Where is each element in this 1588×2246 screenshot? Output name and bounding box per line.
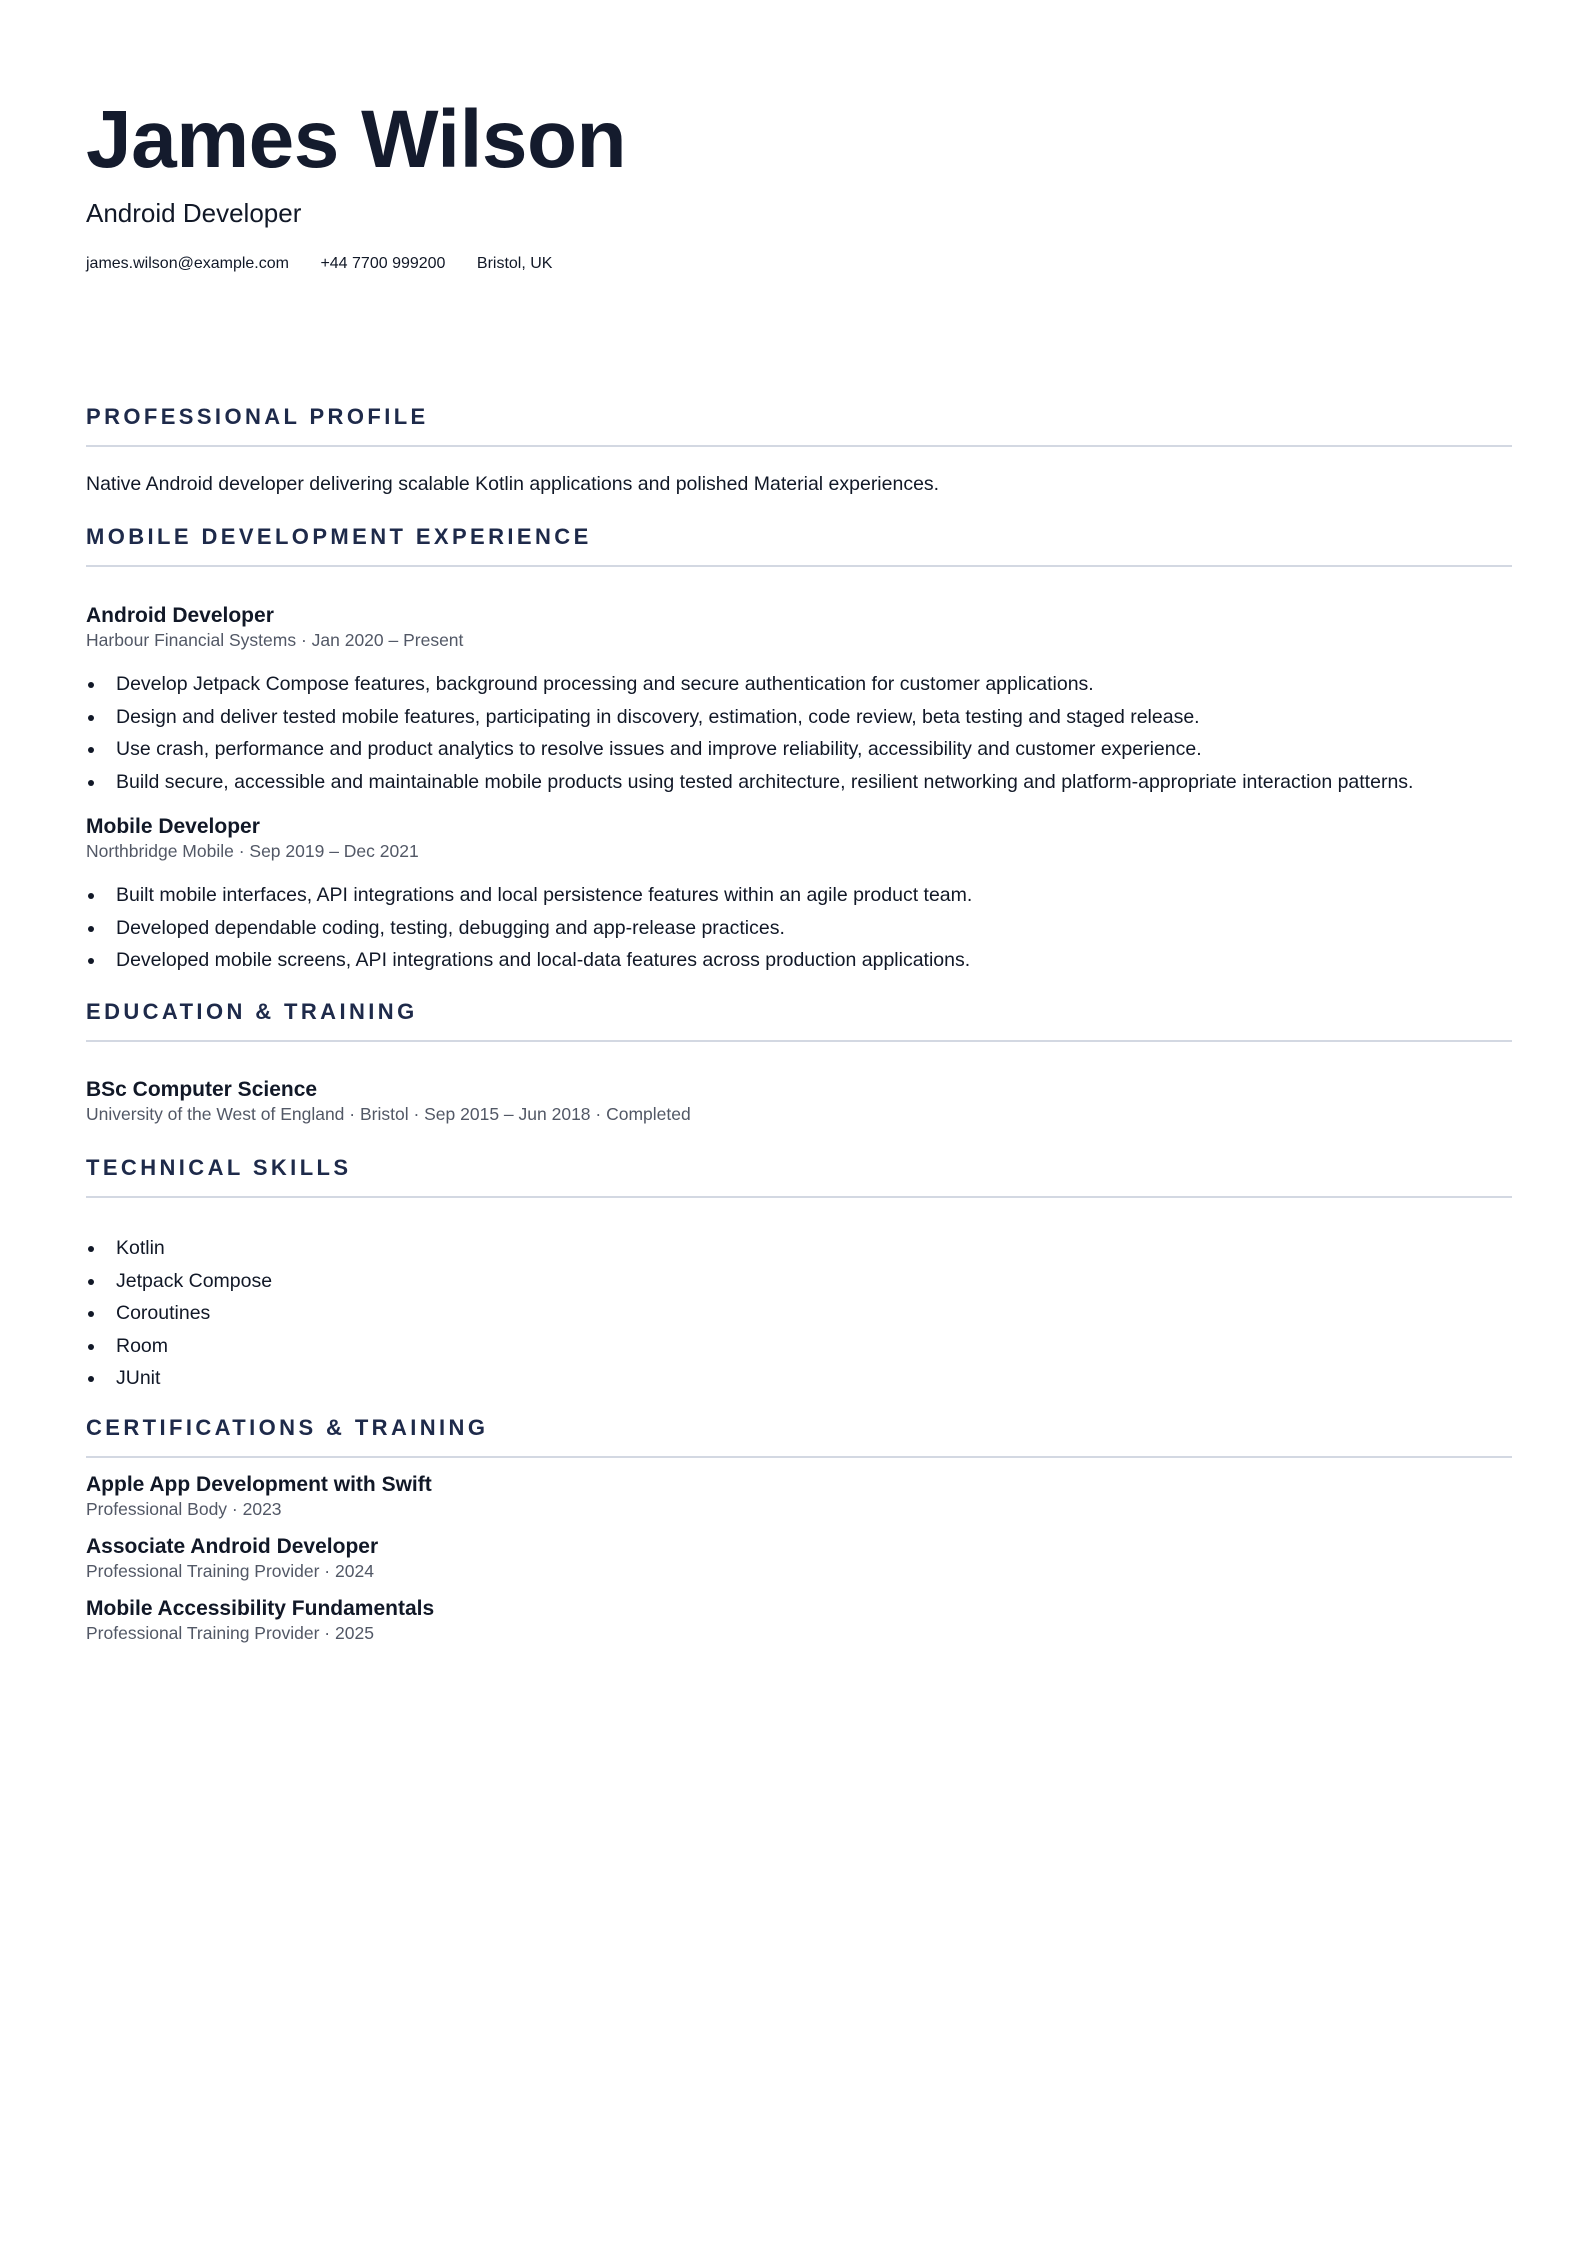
list-item: Built mobile interfaces, API integrations and local persistence features within an agile product team. — [86, 879, 1512, 912]
certification-title: Associate Android Developer — [86, 1535, 379, 1558]
section-divider — [86, 1456, 1512, 1458]
profile-summary: Native Android developer delivering scalable Kotlin applications and polished Material experiences. — [86, 473, 940, 495]
certification-meta: Professional Training Provider · 2025 — [86, 1623, 374, 1643]
section-divider — [86, 445, 1512, 447]
job-meta: Northbridge Mobile · Sep 2019 – Dec 2021 — [86, 841, 419, 861]
list-item: Kotlin — [86, 1232, 1512, 1265]
section-education — [86, 998, 1512, 1042]
certification-title: Mobile Accessibility Fundamentals — [86, 1597, 435, 1620]
section-title-education: EDUCATION & TRAINING — [86, 999, 418, 1024]
section-divider — [86, 1040, 1512, 1042]
certification-entry — [86, 1534, 1512, 1582]
job-meta: Harbour Financial Systems · Jan 2020 – Present — [86, 630, 464, 650]
job-title: Android Developer — [86, 604, 274, 627]
certification-entry — [86, 1472, 1512, 1520]
certification-title: Apple App Development with Swift — [86, 1473, 432, 1496]
contact-location: Bristol, UK — [476, 255, 553, 272]
degree-title: BSc Computer Science — [86, 1078, 318, 1101]
section-title-skills: TECHNICAL SKILLS — [86, 1155, 352, 1180]
section-divider — [86, 565, 1512, 567]
skills-list — [86, 1232, 1512, 1395]
skills-list-wrap — [86, 1232, 1512, 1395]
section-divider — [86, 1196, 1512, 1198]
certification-entry — [86, 1596, 1512, 1644]
section-skills — [86, 1154, 1512, 1198]
contact-phone[interactable]: +44 7700 999200 — [320, 255, 446, 272]
certification-meta: Professional Training Provider · 2024 — [86, 1561, 374, 1581]
list-item: Use crash, performance and product analytics to resolve issues and improve reliability, accessibility and customer experience. — [86, 733, 1512, 766]
list-item: Room — [86, 1330, 1512, 1363]
contact-email[interactable]: james.wilson@example.com — [86, 255, 289, 272]
job-bullets — [86, 668, 1512, 798]
list-item: Build secure, accessible and maintainable mobile products using tested architecture, resilient networking and platform-appropriate interaction patterns. — [86, 766, 1512, 799]
education-entry — [86, 1077, 1512, 1125]
list-item: JUnit — [86, 1362, 1512, 1395]
section-certifications — [86, 1414, 1512, 1458]
candidate-name: James Wilson — [86, 94, 627, 185]
candidate-role: Android Developer — [86, 198, 302, 228]
list-item: Developed dependable coding, testing, debugging and app-release practices. — [86, 912, 1512, 945]
job-title: Mobile Developer — [86, 815, 260, 838]
list-item: Jetpack Compose — [86, 1265, 1512, 1298]
section-title-experience: MOBILE DEVELOPMENT EXPERIENCE — [86, 524, 592, 549]
list-item: Develop Jetpack Compose features, background processing and secure authentication for customer applications. — [86, 668, 1512, 701]
degree-meta: University of the West of England · Bristol · Sep 2015 – Jun 2018 · Completed — [86, 1104, 691, 1124]
list-item: Design and deliver tested mobile features, participating in discovery, estimation, code review, beta testing and staged release. — [86, 701, 1512, 734]
job-entry — [86, 603, 1512, 798]
section-title-certifications: CERTIFICATIONS & TRAINING — [86, 1415, 489, 1440]
contact-line — [86, 253, 579, 275]
section-profile — [86, 403, 1512, 447]
list-item: Developed mobile screens, API integrations and local-data features across production applications. — [86, 944, 1512, 977]
certification-meta: Professional Body · 2023 — [86, 1499, 282, 1519]
section-title-profile: PROFESSIONAL PROFILE — [86, 404, 429, 429]
job-bullets — [86, 879, 1512, 977]
job-entry — [86, 814, 1512, 977]
list-item: Coroutines — [86, 1297, 1512, 1330]
section-experience — [86, 523, 1512, 567]
